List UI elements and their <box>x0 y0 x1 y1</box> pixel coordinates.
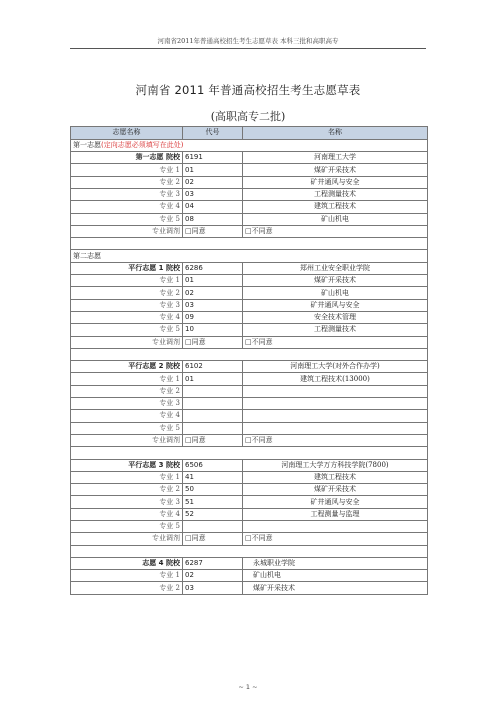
column-header-code: 代号 <box>183 127 243 140</box>
major-label: 专业 2 <box>71 484 183 496</box>
blank-row <box>71 238 428 250</box>
major-row <box>71 582 428 594</box>
blank-row <box>71 348 428 360</box>
major-code[interactable]: 01 <box>183 275 243 287</box>
major-name[interactable]: 矿井通风与安全 <box>243 496 428 508</box>
major-code[interactable] <box>183 398 243 410</box>
school-label: 第一志愿 院校 <box>71 152 183 164</box>
major-row <box>71 508 428 520</box>
major-code[interactable]: 03 <box>183 299 243 311</box>
school-row <box>71 152 428 164</box>
major-code[interactable]: 02 <box>183 287 243 299</box>
volunteer-form-table <box>70 126 428 595</box>
school-label: 平行志愿 2 院校 <box>71 361 183 373</box>
major-label: 专业 1 <box>71 275 183 287</box>
major-code[interactable]: 04 <box>183 201 243 213</box>
major-name[interactable]: 煤矿开采技术 <box>243 582 428 594</box>
blank-cell <box>71 447 428 459</box>
major-label: 专业 1 <box>71 373 183 385</box>
section-label: 第一志愿 <box>73 140 101 149</box>
major-label: 专业 1 <box>71 164 183 176</box>
school-name[interactable]: 河南理工大学 <box>243 152 428 164</box>
major-code[interactable]: 10 <box>183 324 243 336</box>
school-code[interactable]: 6286 <box>183 262 243 274</box>
major-name[interactable]: 矿山机电 <box>243 213 428 225</box>
major-label: 专业 4 <box>71 311 183 323</box>
major-name[interactable]: 矿井通风与安全 <box>243 299 428 311</box>
school-code[interactable]: 6506 <box>183 459 243 471</box>
major-name[interactable]: 矿井通风与安全 <box>243 176 428 188</box>
major-label: 专业 2 <box>71 287 183 299</box>
major-label: 专业 2 <box>71 176 183 188</box>
section-first-row-cell <box>71 139 428 151</box>
school-code[interactable]: 6191 <box>183 152 243 164</box>
major-label: 专业 3 <box>71 188 183 200</box>
major-name[interactable]: 工程测量与监理 <box>243 508 428 520</box>
major-row <box>71 373 428 385</box>
school-name[interactable]: 永城职业学院 <box>243 557 428 569</box>
major-name[interactable]: 矿山机电 <box>243 570 428 582</box>
major-label: 专业 2 <box>71 582 183 594</box>
major-code[interactable]: 02 <box>183 176 243 188</box>
header-divider <box>70 48 426 49</box>
table-header-row <box>71 127 428 140</box>
adjust-yes-cell <box>183 434 243 446</box>
major-row <box>71 410 428 422</box>
major-code[interactable]: 09 <box>183 311 243 323</box>
section-second-row <box>71 250 428 262</box>
school-code[interactable]: 6102 <box>183 361 243 373</box>
school-row <box>71 361 428 373</box>
major-name[interactable]: 煤矿开采技术 <box>243 275 428 287</box>
disagree-checkbox[interactable]: □不同意 <box>245 534 273 543</box>
adjust-row <box>71 336 428 348</box>
agree-checkbox[interactable]: □同意 <box>185 227 206 236</box>
major-name[interactable] <box>243 385 428 397</box>
adjust-label: 专业调剂 <box>71 533 183 545</box>
major-row <box>71 385 428 397</box>
major-row <box>71 496 428 508</box>
blank-row <box>71 545 428 557</box>
section-second-row-cell <box>71 250 428 262</box>
adjust-no-cell <box>243 336 428 348</box>
adjust-yes-cell <box>183 533 243 545</box>
major-row <box>71 422 428 434</box>
major-row <box>71 188 428 200</box>
major-row <box>71 311 428 323</box>
major-label: 专业 4 <box>71 508 183 520</box>
major-code[interactable]: 50 <box>183 484 243 496</box>
school-label: 志愿 4 院校 <box>71 557 183 569</box>
major-code[interactable] <box>183 410 243 422</box>
major-code[interactable]: 02 <box>183 570 243 582</box>
major-label: 专业 3 <box>71 299 183 311</box>
school-row <box>71 262 428 274</box>
major-row <box>71 471 428 483</box>
adjust-no-cell <box>243 533 428 545</box>
major-row <box>71 275 428 287</box>
blank-row <box>71 447 428 459</box>
page-title: 河南省 2011 年普通高校招生考生志愿草表 <box>135 83 361 97</box>
major-code[interactable] <box>183 521 243 533</box>
school-name[interactable]: 郑州工业安全职业学院 <box>243 262 428 274</box>
major-name[interactable] <box>243 410 428 422</box>
major-label: 专业 3 <box>71 496 183 508</box>
page-header: 河南省2011年普通高校招生考生志愿草表 本科三批和高职高专 <box>157 37 339 45</box>
major-row <box>71 176 428 188</box>
school-label: 平行志愿 3 院校 <box>71 459 183 471</box>
disagree-checkbox[interactable]: □不同意 <box>245 337 273 346</box>
school-name[interactable]: 河南理工大学万方科技学院(7800) <box>243 459 428 471</box>
major-row <box>71 299 428 311</box>
major-code[interactable]: 01 <box>183 164 243 176</box>
adjust-row <box>71 225 428 237</box>
major-code[interactable]: 52 <box>183 508 243 520</box>
major-label: 专业 3 <box>71 398 183 410</box>
disagree-checkbox[interactable]: □不同意 <box>245 227 273 236</box>
column-header-name: 志愿名称 <box>71 127 183 140</box>
adjust-label: 专业调剂 <box>71 434 183 446</box>
major-name[interactable]: 建筑工程技术(13000) <box>243 373 428 385</box>
section-note: (定向志愿必须填写在此处) <box>101 140 184 149</box>
major-row <box>71 521 428 533</box>
major-label: 专业 1 <box>71 471 183 483</box>
major-code[interactable]: 03 <box>183 582 243 594</box>
blank-cell <box>71 238 428 250</box>
blank-cell <box>71 348 428 360</box>
adjust-row <box>71 533 428 545</box>
major-label: 专业 1 <box>71 570 183 582</box>
section-first-row <box>71 139 428 151</box>
major-code[interactable] <box>183 385 243 397</box>
adjust-no-cell <box>243 434 428 446</box>
major-code[interactable]: 41 <box>183 471 243 483</box>
major-name[interactable]: 建筑工程技术 <box>243 201 428 213</box>
school-row <box>71 459 428 471</box>
major-row <box>71 484 428 496</box>
major-name[interactable]: 建筑工程技术 <box>243 471 428 483</box>
major-row <box>71 164 428 176</box>
adjust-label: 专业调剂 <box>71 225 183 237</box>
major-row <box>71 324 428 336</box>
school-code[interactable]: 6287 <box>183 557 243 569</box>
major-name[interactable] <box>243 422 428 434</box>
page-subtitle: (高职高专二批) <box>210 110 286 123</box>
major-code[interactable]: 51 <box>183 496 243 508</box>
major-label: 专业 5 <box>71 213 183 225</box>
major-row <box>71 398 428 410</box>
school-label: 平行志愿 1 院校 <box>71 262 183 274</box>
agree-checkbox[interactable]: □同意 <box>185 534 206 543</box>
major-name[interactable]: 煤矿开采技术 <box>243 484 428 496</box>
major-row <box>71 213 428 225</box>
major-name[interactable]: 工程测量技术 <box>243 324 428 336</box>
major-name[interactable]: 矿山机电 <box>243 287 428 299</box>
school-row <box>71 557 428 569</box>
major-code[interactable] <box>183 422 243 434</box>
adjust-yes-cell <box>183 336 243 348</box>
major-name[interactable]: 工程测量技术 <box>243 188 428 200</box>
adjust-row <box>71 434 428 446</box>
blank-cell <box>71 545 428 557</box>
major-name[interactable]: 煤矿开采技术 <box>243 164 428 176</box>
major-name[interactable]: 安全技术管理 <box>243 311 428 323</box>
adjust-yes-cell <box>183 225 243 237</box>
adjust-no-cell <box>243 225 428 237</box>
page-footer: ~ 1 ~ <box>238 683 258 691</box>
major-name[interactable] <box>243 521 428 533</box>
major-label: 专业 4 <box>71 410 183 422</box>
major-label: 专业 5 <box>71 422 183 434</box>
major-row <box>71 570 428 582</box>
school-name[interactable]: 河南理工大学(对外合作办学) <box>243 361 428 373</box>
major-label: 专业 5 <box>71 324 183 336</box>
major-row <box>71 201 428 213</box>
major-label: 专业 5 <box>71 521 183 533</box>
disagree-checkbox[interactable]: □不同意 <box>245 436 273 445</box>
section-label: 第二志愿 <box>73 251 101 260</box>
column-header-title: 名称 <box>243 127 428 140</box>
major-row <box>71 287 428 299</box>
major-name[interactable] <box>243 398 428 410</box>
major-code[interactable]: 01 <box>183 373 243 385</box>
major-code[interactable]: 08 <box>183 213 243 225</box>
adjust-label: 专业调剂 <box>71 336 183 348</box>
major-label: 专业 2 <box>71 385 183 397</box>
agree-checkbox[interactable]: □同意 <box>185 436 206 445</box>
agree-checkbox[interactable]: □同意 <box>185 337 206 346</box>
major-code[interactable]: 03 <box>183 188 243 200</box>
major-label: 专业 4 <box>71 201 183 213</box>
